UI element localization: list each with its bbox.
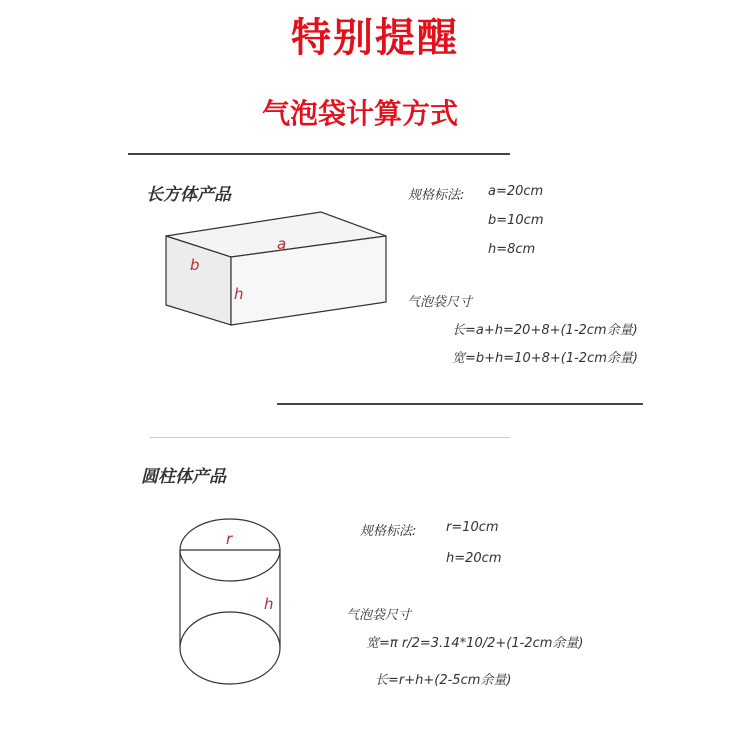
page-title: 特别提醒 <box>291 15 459 61</box>
cylinder-spec-r: r=10cm <box>446 520 499 535</box>
cylinder-spec-h: h=20cm <box>446 551 502 566</box>
box-diagram <box>150 200 410 340</box>
box-spec-label: 规格标法: <box>408 188 465 203</box>
box-spec-a: a=20cm <box>488 184 544 199</box>
cylinder-formula-length: 长=r+h+(2-5cm余量) <box>375 673 512 688</box>
box-label-h: h <box>234 285 244 303</box>
page-subtitle: 气泡袋计算方式 <box>261 97 458 130</box>
divider-top <box>128 153 510 155</box>
box-spec-h: h=8cm <box>488 242 536 257</box>
cylinder-label-h: h <box>264 595 274 613</box>
divider-middle <box>277 403 643 405</box>
cylinder-spec-label: 规格标法: <box>360 524 417 539</box>
box-formula-width: 宽=b+h=10+8+(1-2cm余量) <box>452 351 638 366</box>
box-formula-length: 长=a+h=20+8+(1-2cm余量) <box>452 323 638 338</box>
box-label-a: a <box>277 235 287 253</box>
cylinder-section-heading: 圆柱体产品 <box>141 467 226 487</box>
box-spec-b: b=10cm <box>488 213 544 228</box>
box-section-heading: 长方体产品 <box>146 185 231 205</box>
cylinder-formula-width: 宽=π r/2=3.14*10/2+(1-2cm余量) <box>366 636 584 651</box>
cylinder-bottom <box>180 612 280 684</box>
box-label-b: b <box>190 256 200 274</box>
cylinder-size-label: 气泡袋尺寸 <box>346 608 412 623</box>
box-size-label: 气泡袋尺寸 <box>407 295 473 310</box>
divider-faint <box>150 437 510 438</box>
cylinder-diagram <box>170 508 300 708</box>
cylinder-label-r: r <box>226 530 233 548</box>
